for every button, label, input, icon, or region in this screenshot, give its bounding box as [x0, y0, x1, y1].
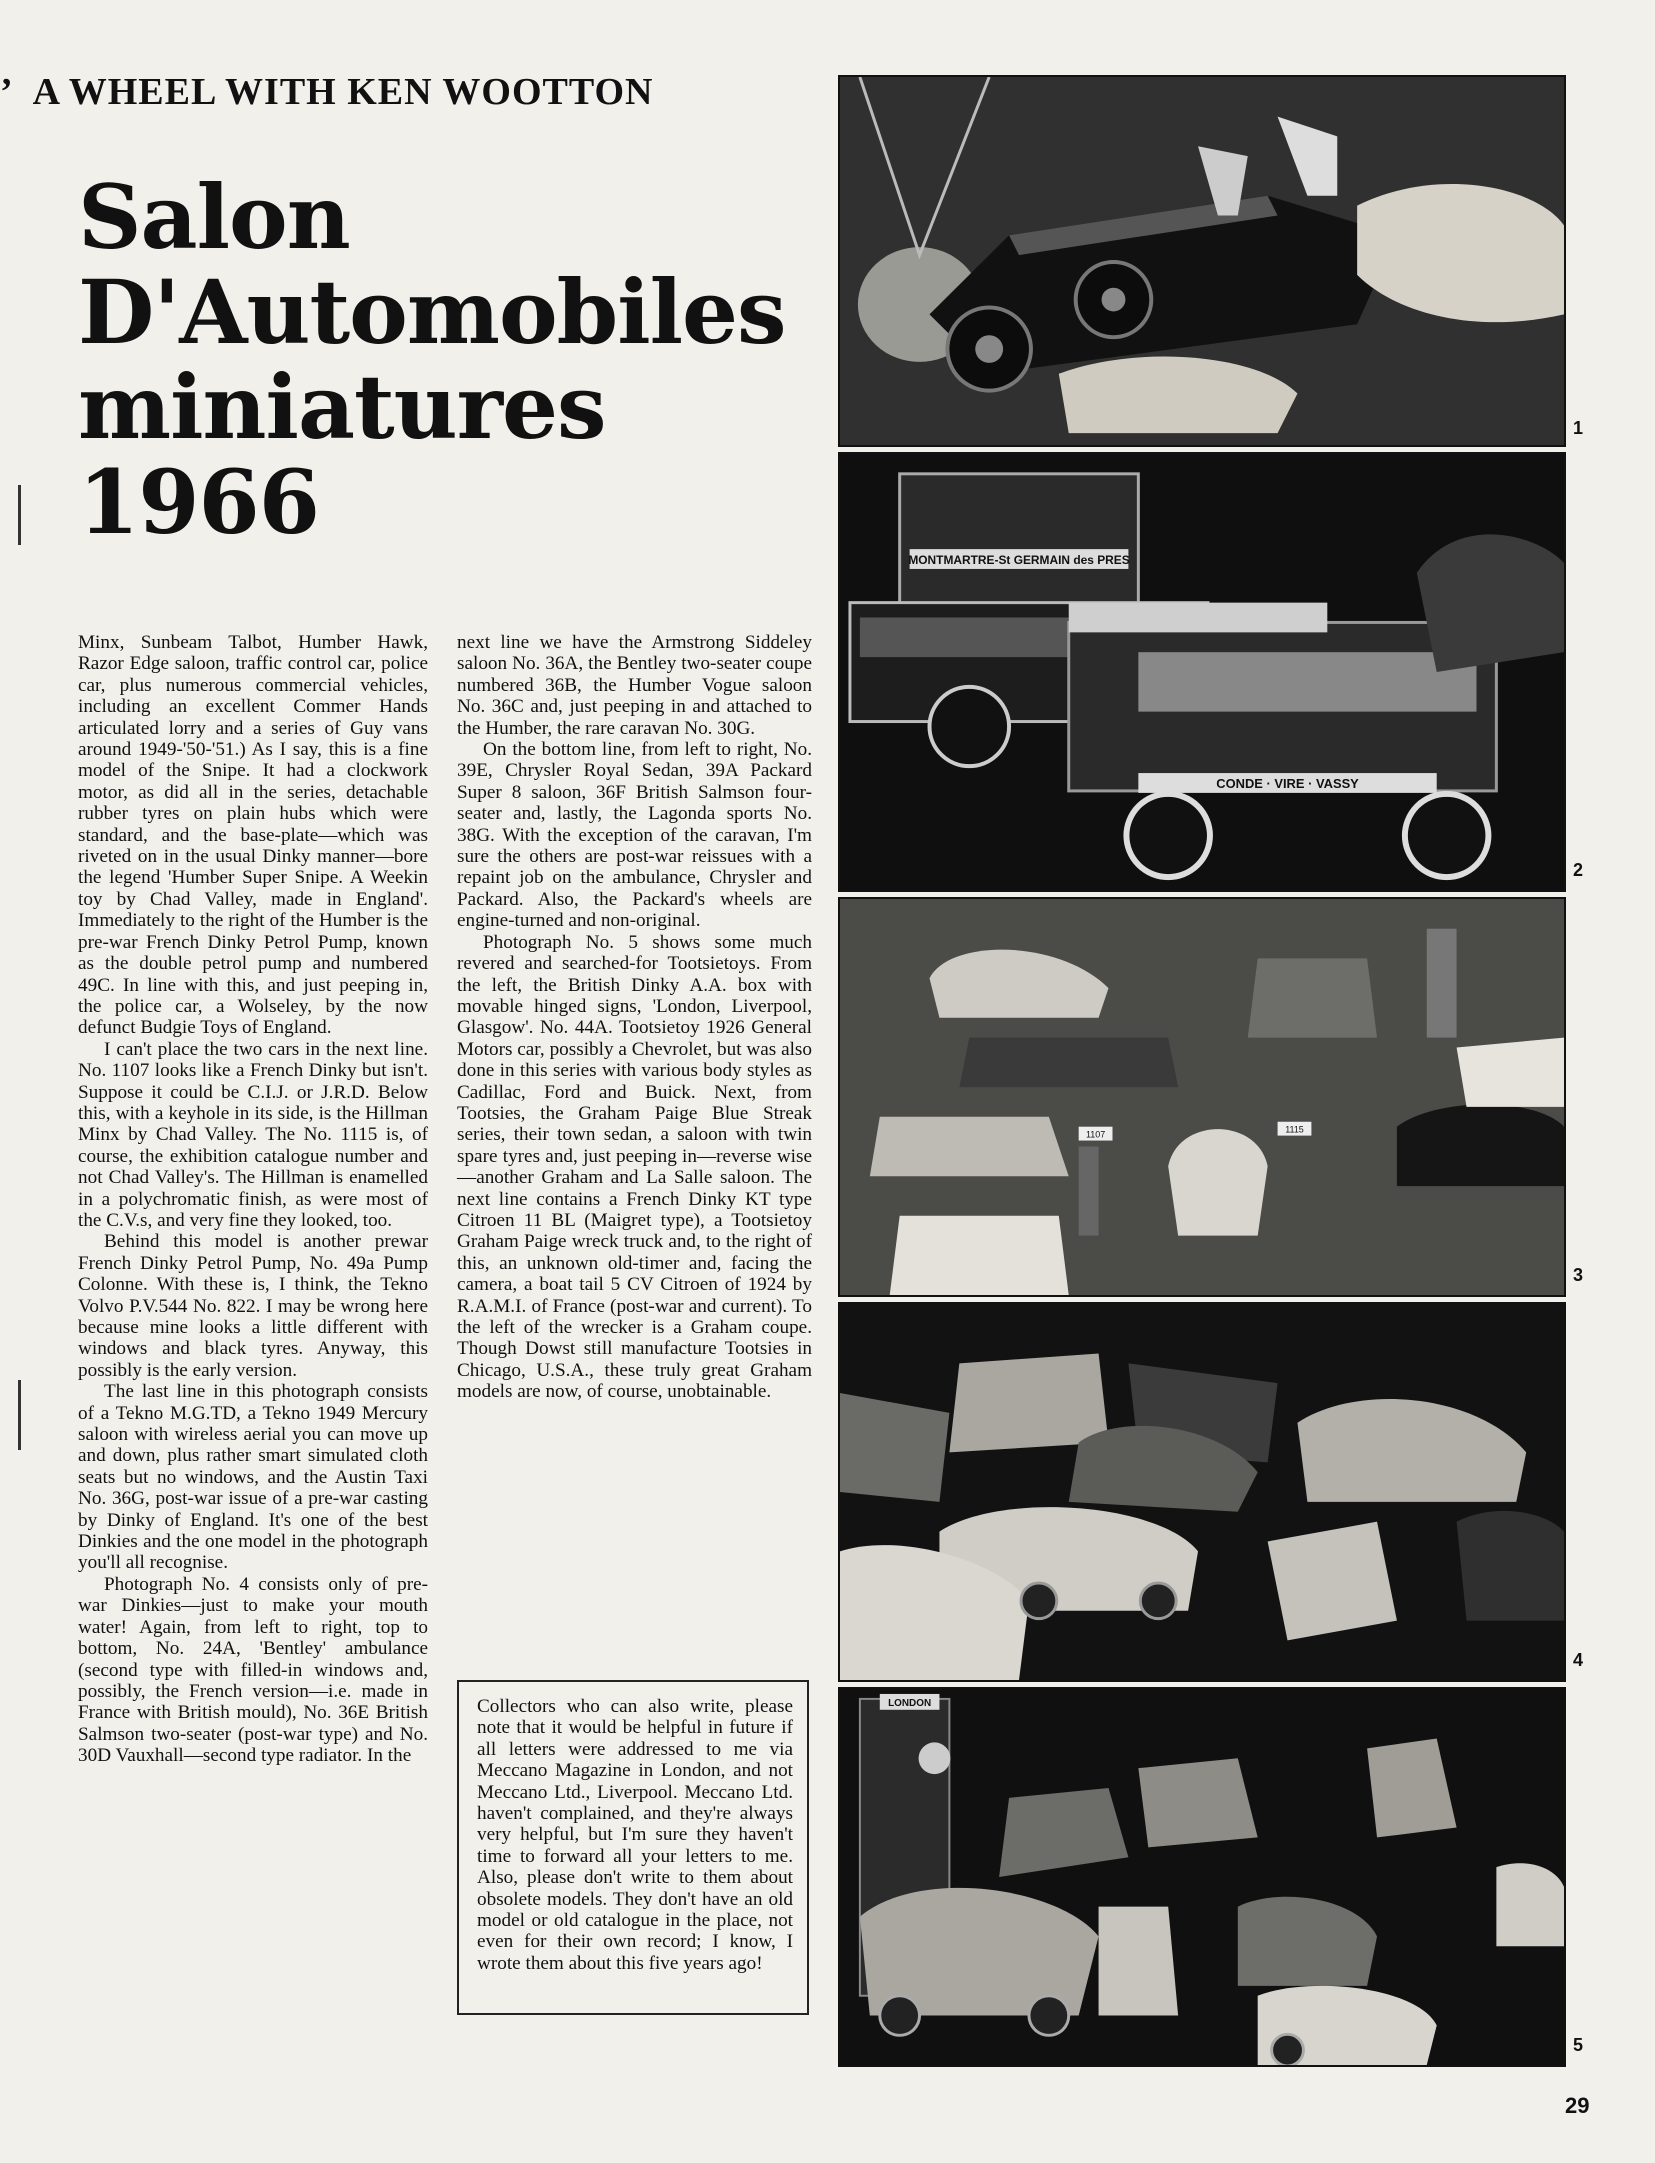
paragraph: Minx, Sunbeam Talbot, Humber Hawk, Razor Edge saloon, traffic control car, police car, plus numerous commercial vehicles, including an excellent Commer Hands articulated lorry and a series of Guy vans around 1949-'50-'51.) As I say, this is a fine model of the Snipe. It had a clockwork motor, as did all in the series, detachable rubber tyres on plain hubs which were standard, and the base-plate—which was riveted on in the usual Dinky manner—bore the legend 'Humber Super Snipe. A Weekin toy by Chad Valley, made in England'. Immediately to the right of the Humber is the pre-war French Dinky Petrol Pump, known as the double petrol pump and numbered 49C. In line with this, and just peeping in, the police car, a Wolseley, by the now defunct Budgie Toys of England. [78, 632, 428, 1039]
page-number: 29 [1565, 2093, 1590, 2118]
photo-number: 5 [1573, 2035, 1584, 2055]
photo-4-image [840, 1304, 1564, 1680]
headline-line: 1966 [78, 450, 319, 555]
headline-line: D'Automobiles [78, 260, 786, 365]
kicker-mark: ’ [0, 71, 33, 113]
staple-mark [18, 1380, 21, 1450]
headline-line: miniatures [78, 355, 606, 460]
catalogue-tag: 1107 [1085, 1129, 1106, 1140]
photo-number: 1 [1573, 418, 1584, 438]
photo-2 [838, 452, 1566, 892]
article-column-2 [457, 632, 812, 1403]
paragraph: Photograph No. 4 consists only of pre-war Dinkies—just to make your mouth water! Again, from left to right, top to bottom, No. 24A, 'Bentley' ambulance (second type with filled-in windows and, possibly, the French version—i.e. made in France with British mould), No. 36E British Salmson two-seater (post-war type) and No. 30D Vauxhall—second type radiator. In the [78, 1573, 428, 1767]
photo-2-image [840, 454, 1564, 890]
article-headline [78, 165, 828, 555]
paragraph: Photograph No. 5 shows some much revered and searched-for Tootsietoys. From the left, the British Dinky A.A. box with movable hinged signs, 'London, Liverpool, Glasgow'. No. 44A. Tootsietoy 1926 General Motors car, possibly a Chevrolet, but was also done in this series with various body styles as Cadillac, Ford and Buick. Next, from Tootsies, the Graham Paige Blue Streak series, their town sedan, a saloon with twin spare tyres and, just peeping in—reverse wise—another Graham and La Salle saloon. The next line contains a French Dinky KT type Citroen 11 BL (Maigret type), a Tootsietoy Graham Paige wreck truck and, to the right of this, an unknown old-timer and, facing the camera, a boat tail 5 CV Citroen of 1924 by R.A.M.I. of France (post-war and current). To the left of the wrecker is a Graham coupe. Though Dowst still manufacture Tootsies in Chicago, U.S.A., these truly great Graham models are now, of course, unobtainable. [457, 931, 812, 1403]
paragraph: The last line in this photograph consists of a Tekno M.G.TD, a Tekno 1949 Mercury saloon with wireless aerial you can move up and down, plus rather smart simulated cloth seats but no windows, and the Austin Taxi No. 36G, post-war issue of a pre-war casting by Dinky of England. It's one of the best Dinkies and the one model in the photograph you'll all recognise. [78, 1381, 428, 1574]
kicker-text: A WHEEL WITH KEN WOOTTON [32, 71, 654, 113]
photo-1-image [840, 77, 1564, 445]
photo-3 [838, 897, 1566, 1297]
photo-5-image [840, 1689, 1564, 2065]
photo-3-image [840, 899, 1564, 1295]
paragraph: next line we have the Armstrong Siddeley saloon No. 36A, the Bentley two-seater coupe numbered 36B, the Humber Vogue saloon No. 36C and, just peeping in and attached to the Humber, the rare caravan No. 30G. [457, 632, 812, 739]
column-kicker [0, 70, 810, 114]
paragraph: Behind this model is another prewar French Dinky Petrol Pump, No. 49a Pump Colonne. With these is, I think, the Tekno Volvo P.V.544 No. 822. I may be wrong here because mine looks a little different with windows and black tyres. Anyway, this possibly is the early version. [78, 1231, 428, 1381]
photo-1 [838, 75, 1566, 447]
editor-note-box [457, 1680, 809, 2015]
photo-number: 3 [1573, 1265, 1584, 1285]
photo-number: 4 [1573, 1650, 1584, 1670]
paragraph: I can't place the two cars in the next line. No. 1107 looks like a French Dinky but isn't. Suppose it could be C.I.J. or J.R.D. Below this, with a keyhole in its side, is the Hillman Minx by Chad Valley. The No. 1115 is, of course, the exhibition catalogue number and not Chad Valley's. The Hillman is enamelled in a polychromatic finish, as were most of the C.V.s, and very fine they looked, too. [78, 1038, 428, 1231]
headline-line: Salon [78, 165, 350, 269]
note-text: Collectors who can also write, please note that it would be helpful in future if all letters were addressed to me via Meccano Magazine in London, and not Meccano Ltd., Liverpool. Meccano Ltd. haven't complained, and they're always very helpful, but I'm sure they haven't time to forward all your letters to me. Also, please don't write to them about obsolete models. They don't have an old model or old catalogue in the place, not even for their own record; I know, I wrote them about this five years ago! [477, 1696, 793, 1974]
photo-4 [838, 1302, 1566, 1682]
photo-number: 2 [1573, 860, 1584, 880]
staple-mark [18, 485, 21, 545]
photo-5 [838, 1687, 1566, 2067]
bus-sign-text: CONDE · VIRE · VASSY [1216, 775, 1359, 791]
paragraph: On the bottom line, from left to right, No. 39E, Chrysler Royal Sedan, 39A Packard Super 8 saloon, 36F British Salmson four-seater and, lastly, the Lagonda sports No. 38G. With the exception of the caravan, I'm sure the others are post-war reissues with a repaint job on the ambulance, Chrysler and Packard. Also, the Packard's wheels are engine-turned and non-original. [457, 739, 812, 932]
catalogue-tag: 1115 [1285, 1124, 1304, 1135]
aa-box-sign: LONDON [888, 1697, 932, 1709]
bus-sign-text: MONTMARTRE-St GERMAIN des PRES [908, 553, 1130, 567]
article-column-1 [78, 632, 428, 1767]
